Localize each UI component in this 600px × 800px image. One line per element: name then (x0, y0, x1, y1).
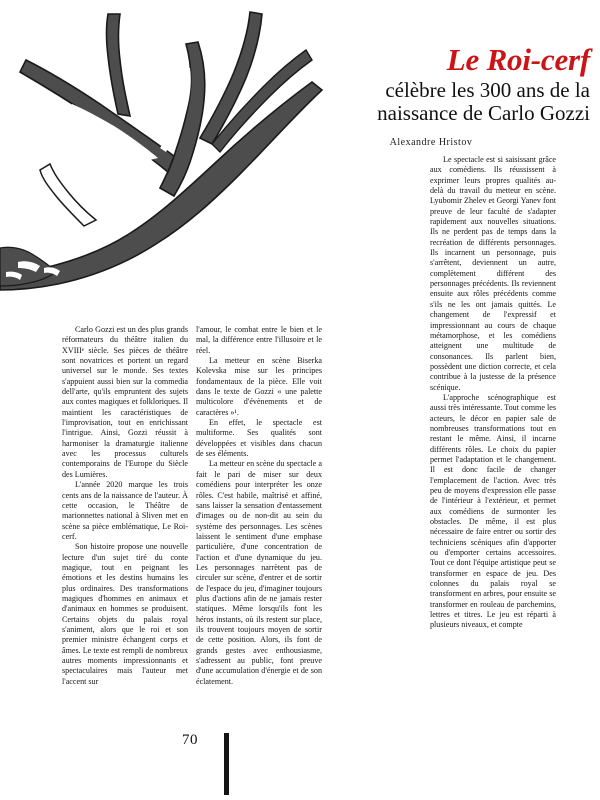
paragraph: L'approche scénographique est aussi très intéressante. Tout comme les acteurs, le décor en papier sale de nombreuses transformations tout en restant le même. Ainsi, il incarne différents rôles. Le choix du papier permet l'adaptation et le changement. Il est donc facile de changer l'emplacement de l'action. Avec très peu de moyens d'expression elle passe de l'intérieur à l'extérieur, et permet aux comédiens de surmonter les obstacles. De même, il est plus nécessaire de faire entrer ou sortir des techniciens scéniques afin d'apporter ou d'emporter certains accessoires. Tout ce dont l'équipe artistique peut se transformer en espace de jeu. Des colonnes du palais royal se transforment en arbres, pour ensuite se transformer en rouleau de parchemins, lettres et titres. Le jeu est réparti à plusieurs niveaux, et compte (430, 392, 556, 630)
paragraph: L'année 2020 marque les trois cents ans de la naissance de l'auteur. À cette occasion, le Théâtre de marionnettes national à Sliven met en scène sa pièce emblématique, Le Roi-cerf. (62, 480, 188, 541)
paragraph: l'amour, le combat entre le bien et le mal, la différence entre l'illusoire et le réel. (196, 325, 322, 355)
paragraph: En effet, le spectacle est multiforme. Ses qualités sont développées et visibles dans chacun de ses éléments. (196, 418, 322, 459)
stag-antler-illustration (0, 0, 330, 320)
author-byline: Alexandre Hristov (389, 136, 473, 148)
article-masthead (300, 44, 590, 148)
paragraph: La metteur en scène Biserka Kolevska mise sur les principes fondamentaux de la pièce. Elle voit dans le texte de Gozzi « une palette multicolore d'évènements et de caractères »¹. (196, 356, 322, 417)
body-column-3 (430, 155, 556, 631)
vertical-rule-divider (224, 733, 229, 795)
page-title: Le Roi-cerf (446, 42, 590, 77)
antler-shape (0, 12, 322, 290)
body-column-2 (196, 325, 322, 687)
paragraph: Le spectacle est si saisissant grâce aux comédiens. Ils réussissent à exprimer leurs propres qualités au-delà du travail du metteur en scène. Lyubomir Zhelev et Georgi Yanev font preuve de leur faculté de s'adapter rapidement aux nouvelles situations. Ils ne perdent pas de temps dans la recréation de différents personnages. Ils incarnent un personnage, puis s'arrêtent, deviennent un autre, complètement différent des personnages précédents. Ils reviennent ensuite aux rôles précédents comme s'ils ne les ont jamais quittés. Le changement de l'expressif et impressionnant au cours de chaque métamorphose, et les comédiens atteignent une multitude de consonances. Ils parlent bien, possèdent une diction correcte, et cela contribue à la justesse de la présence scénique. (430, 155, 556, 392)
page-subtitle-line-2: naissance de Carlo Gozzi (377, 101, 590, 126)
paragraph: La metteur en scène du spectacle a fait le pari de miser sur deux comédiens pour interpréter les onze rôles. C'est habile, maîtrisé et affiné, sans laisser la sensation d'entassement d'images ou de non-dit au sein du système des personnages. Les scènes laissent le sentiment d'une emphase particulière, d'une concentration de l'action et d'une dynamique du jeu. Les personnages narrètent pas de circuler sur scène, d'entrer et de sortir de l'espace du jeu, d'imaginer toujours plus d'actions afin de ne jamais rester statiques. Même lorsqu'ils font les héros instants, où ils restent sur place, ils trouvent toujours moyen de sortir de cette position. Alors, ils font de grands gestes avec enthousiasme, s'adressent au public, font preuve d'une accumulation d'énergie et de son éclatement. (196, 459, 322, 686)
paragraph: Carlo Gozzi est un des plus grands réformateurs du théâtre italien du XVIIIᵉ siècle. Ses pièces de théâtre sont novatrices et portent un regard universel sur le monde. Ses textes s'appuient aussi bien sur la commedia dell'arte, qu'ils empruntent des sujets aux contes magiques et folkloriques. Il maintient les caractéristiques de l'improvisation, tout en enrichissant l'intrigue. Ainsi, Gozzi réussit à harmoniser la dramaturgie italienne avec les processus culturels contemporains de l'Europe du Siècle des Lumières. (62, 325, 188, 479)
paragraph: Son histoire propose une nouvelle lecture d'un sujet tiré du conte magique, tout en peignant les émotions et les destins humains les plus ordinaires. Des transformations magiques d'hommes en animaux et d'animaux en hommes se produisent. Certains objets du palais royal s'animent, alors que le roi et son premier ministre échangent corps et âmes. Le texte est rempli de nombreux autres moments impressionnants et spectaculaires mais l'auteur met l'accent sur (62, 542, 188, 686)
body-column-1 (62, 325, 188, 687)
page-subtitle (300, 79, 590, 126)
page-subtitle-line-1: célèbre les 300 ans de la (385, 77, 590, 102)
page-number: 70 (182, 732, 198, 748)
